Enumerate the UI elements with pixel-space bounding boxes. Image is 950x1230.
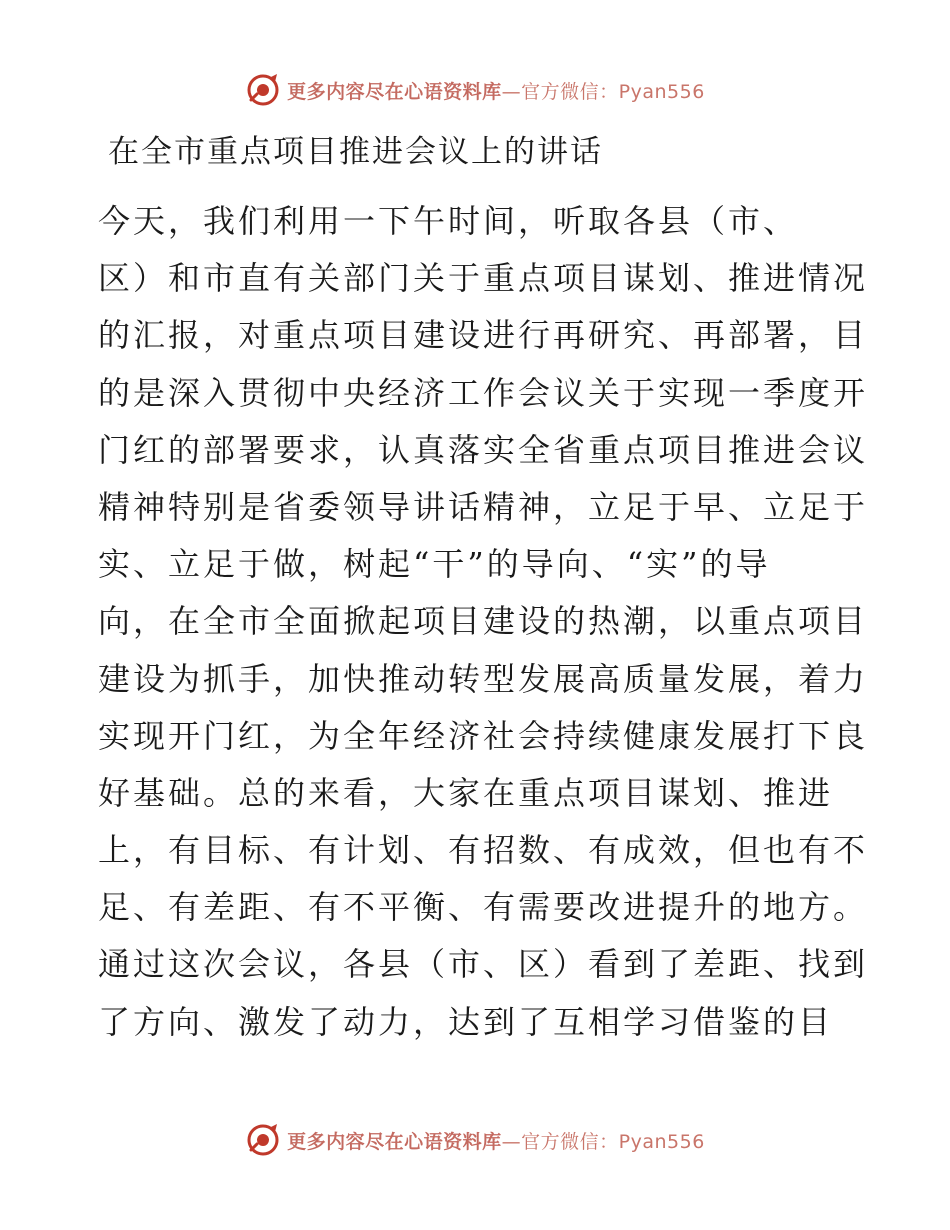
paragraph-line: 实现开门红，为全年经济社会持续健康发展打下良 — [98, 716, 869, 755]
footer-banner-main: 更多内容尽在心语资料库 — [287, 1130, 502, 1153]
header-banner-rest: —官方微信：Pyan556 — [501, 80, 705, 103]
paragraph-line: 建设为抓手，加快推动转型发展高质量发展，着力 — [98, 659, 869, 698]
paragraph-line: 了方向、激发了动力，达到了互相学习借鉴的目 — [98, 1002, 834, 1041]
paragraph-line: 向，在全市全面掀起项目建设的热潮，以重点项目 — [98, 602, 869, 641]
pen-logo-icon — [245, 1122, 281, 1158]
footer-banner-text — [287, 1127, 705, 1154]
paragraph-line: 上，有目标、有计划、有招数、有成效，但也有不 — [98, 831, 869, 870]
paragraph-line: 精神特别是省委领导讲话精神，立足于早、立足于 — [98, 487, 869, 526]
header-banner-text — [287, 77, 705, 104]
header-watermark-banner — [0, 70, 950, 110]
paragraph-line: 门红的部署要求，认真落实全省重点项目推进会议 — [98, 430, 869, 469]
paragraph-line: 的汇报，对重点项目建设进行再研究、再部署，目 — [98, 316, 869, 355]
speech-paragraph — [98, 193, 869, 1051]
paragraph-line: 区）和市直有关部门关于重点项目谋划、推进情况 — [98, 259, 869, 298]
paragraph-line: 通过这次会议，各县（市、区）看到了差距、找到 — [98, 945, 869, 984]
document-title: 在全市重点项目推进会议上的讲话 — [108, 134, 603, 170]
paragraph-line: 好基础。总的来看，大家在重点项目谋划、推进 — [98, 773, 834, 812]
paragraph-line: 今天，我们利用一下午时间，听取各县（市、 — [98, 202, 799, 240]
header-banner-main: 更多内容尽在心语资料库 — [287, 80, 502, 103]
paragraph-line: 的是深入贯彻中央经济工作会议关于实现一季度开 — [98, 373, 869, 412]
pen-logo-icon — [245, 72, 281, 108]
footer-watermark-banner — [0, 1120, 950, 1160]
paragraph-line: 实、立足于做，树起“干”的导向、“实”的导 — [98, 545, 771, 584]
footer-banner-rest: —官方微信：Pyan556 — [501, 1130, 705, 1153]
paragraph-line: 足、有差距、有不平衡、有需要改进提升的地方。 — [98, 888, 869, 927]
